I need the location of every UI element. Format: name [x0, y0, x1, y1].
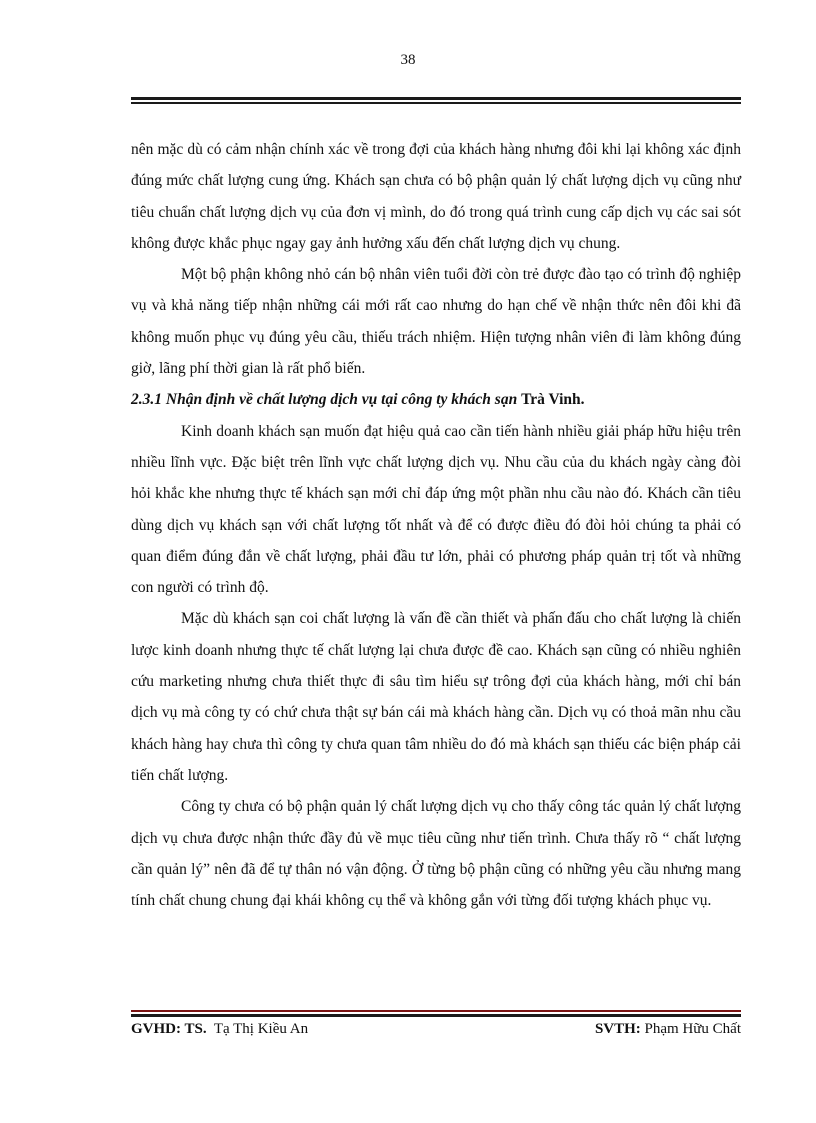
- paragraph: Một bộ phận không nhỏ cán bộ nhân viên tuổi đời còn trẻ được đào tạo có trình độ nghiệp vụ và khả năng tiếp nhận những cái mới rất cao nhưng do hạn chế về nhận thức nên đôi khi đã không muốn phục vụ đúng yêu cầu, thiếu trách nhiệm. Hiện tượng nhân viên đi làm không đúng giờ, lãng phí thời gian là rất phổ biến.: [131, 266, 741, 378]
- body-text: [131, 134, 741, 916]
- header-rule-thick: [131, 97, 741, 100]
- footer-rule-thin: [131, 1010, 741, 1012]
- footer-advisor-name: Tạ Thị Kiều An: [213, 1021, 309, 1037]
- section-heading: [131, 384, 741, 415]
- footer-student-name: Phạm Hữu Chất: [644, 1021, 741, 1037]
- header-rule-thin: [131, 102, 741, 104]
- paragraph: nên mặc dù có cảm nhận chính xác về trong đợi của khách hàng nhưng đôi khi lại không xác định đúng mức chất lượng cung ứng. Khách sạn chưa có bộ phận quản lý chất lượng dịch vụ cũng như tiêu chuẩn chất lượng dịch vụ của đơn vị mình, do đó trong quá trình cung cấp dịch vụ các sai sót không được khắc phục ngay gay ảnh hưởng xấu đến chất lượng dịch vụ chung.: [131, 141, 741, 252]
- footer-advisor: [131, 1021, 308, 1038]
- paragraph: Kinh doanh khách sạn muốn đạt hiệu quả cao cần tiến hành nhiều giải pháp hữu hiệu trên nhiều lĩnh vực. Đặc biệt trên lĩnh vực chất lượng dịch vụ. Nhu cầu của du khách ngày càng đòi hỏi khắc khe nhưng thực tế khách sạn mới chỉ đáp ứng một phần nhu cầu nào đó. Khách cần tiêu dùng dịch vụ khách sạn với chất lượng tốt nhất và để có được điều đó đòi hỏi chúng ta phải có quan điểm đúng đắn về chất lượng, phải đầu tư lớn, phải có phương pháp quản trị tốt và những con người có trình độ.: [131, 422, 741, 597]
- footer-advisor-label: GVHD: TS.: [131, 1021, 207, 1037]
- page-number: 38: [400, 52, 416, 68]
- footer-rule-thick: [131, 1014, 741, 1017]
- section-heading-tail: Trà Vinh.: [521, 391, 585, 409]
- section-heading-main: 2.3.1 Nhận định về chất lượng dịch vụ tại công ty khách sạn: [131, 391, 518, 409]
- footer-student: [595, 1021, 741, 1038]
- footer-student-label: SVTH:: [594, 1021, 641, 1037]
- paragraph: Mặc dù khách sạn coi chất lượng là vấn đề cần thiết và phấn đấu cho chất lượng là chiến lược kinh doanh nhưng thực tế chất lượng lại chưa được đề cao. Khách sạn cũng có nhiều nghiên cứu marketing nhưng chưa thiết thực đi sâu tìm hiểu sự trông đợi của khách hàng, mới chỉ bán dịch vụ mà công ty có chứ chưa thật sự bán cái mà khách hàng cần. Dịch vụ có thoả mãn nhu cầu khách hàng hay chưa thì công ty chưa quan tâm nhiều do đó mà khách sạn thiếu các biện pháp cải tiến chất lượng.: [131, 610, 741, 784]
- paragraph: Công ty chưa có bộ phận quản lý chất lượng dịch vụ cho thấy công tác quản lý chất lượng dịch vụ chưa được nhận thức đầy đủ về mục tiêu cũng như tiến trình. Chưa thấy rõ “ chất lượng cần quản lý” nên đã để tự thân nó vận động. Ở từng bộ phận cũng có những yêu cầu nhưng mang tính chất chung chung đại khái không cụ thể và không gắn với từng đối tượng khách phục vụ.: [131, 798, 741, 910]
- page-footer: [131, 1021, 741, 1038]
